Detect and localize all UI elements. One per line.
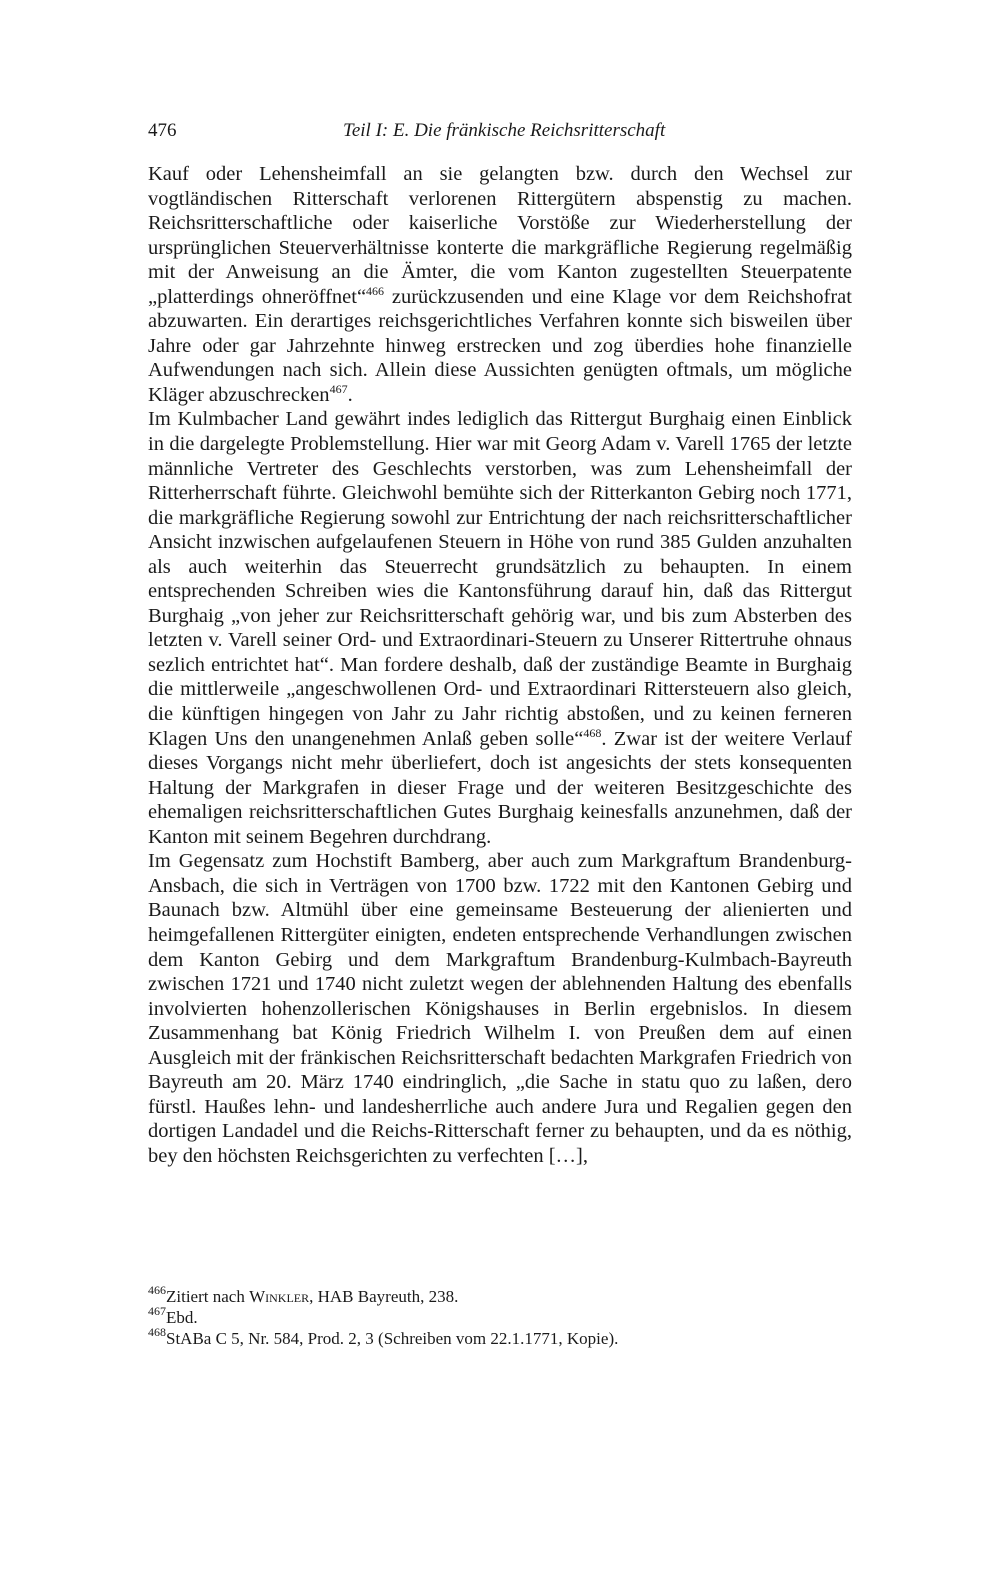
footnote-number: 467: [148, 1304, 166, 1318]
footnote-ref-468[interactable]: 468: [583, 725, 602, 740]
footnote-ref-466[interactable]: 466: [366, 283, 385, 298]
text-run: zurückzusenden und eine Klage vor dem Reichshofrat abzuwarten. Ein derartiges reichsgerichtliches Verfahren konnte sich bisweilen über Jahre oder gar Jahrzehnte hinweg erstrecken und zog überdies hohe finanzielle Aufwendungen nach sich. Allein diese Aussichten genügten oftmals, um mögliche Kläger abzuschrecken: [148, 285, 852, 406]
footnote: [148, 1304, 852, 1328]
paragraph: [148, 849, 852, 1168]
footnote-text: Zitiert nach: [166, 1287, 250, 1306]
running-head: [148, 120, 852, 148]
page-number: 476: [148, 120, 177, 141]
main-text: [148, 162, 852, 1168]
text-run: .: [347, 383, 353, 406]
footnote: [148, 1283, 852, 1307]
text-run: . Zwar ist der weitere Verlauf dieses Vorgangs nicht mehr überliefert, doch ist angesichts der stets konsequenten Haltung der Markgrafen in dieser Frage und der weiteren Besitzgeschichte des ehemaligen reichsritterschaftlichen Gutes Burghaig keinesfalls anzunehmen, daß der Kanton mit seinem Begehren durchdrang.: [148, 727, 853, 848]
footnote-ref-467[interactable]: 467: [329, 381, 348, 396]
footnote-text: Ebd.: [166, 1308, 198, 1327]
footnote-text: , HAB Bayreuth, 238.: [309, 1287, 459, 1306]
footnote: [148, 1325, 852, 1349]
paragraph: [148, 407, 852, 849]
text-run: Im Gegensatz zum Hochstift Bamberg, aber auch zum Markgraftum Brandenburg-Ansbach, die sich in Verträgen von 1700 bzw. 1722 mit den Kantonen Gebirg und Baunach bzw. Altmühl über eine gemeinsame Besteuerung der alienierten und heimgefallenen Rittergüter einigten, endeten entsprechende Verhandlungen zwischen dem Kanton Gebirg und dem Markgraftum Brandenburg-Kulmbach-Bayreuth zwischen 1721 und 1740 nicht zuletzt wegen der ablehnenden Haltung des ebenfalls involvierten hohenzollerischen Königshauses in Berlin ergebnislos. In diesem Zusammenhang bat König Friedrich Wilhelm I. von Preußen dem auf einen Ausgleich mit der fränkischen Reichsritterschaft bedachten Markgrafen Friedrich von Bayreuth am 20. März 1740 eindringlich, „die Sache in statu quo zu laßen, dero fürstl. Haußes lehn- und landesherrliche auch andere Jura und Regalien gegen den dortigen Landadel und die Reichs-Ritterschaft ferner zu behaupten, und da es nöthig, bey den höchsten Reichsgerichten zu verfechten […],: [148, 850, 852, 1167]
footnote-number: 468: [148, 1325, 166, 1339]
running-title: Teil I: E. Die fränkische Reichsritterschaft: [343, 120, 666, 141]
footnote-number: 466: [148, 1283, 166, 1297]
footnotes: [148, 1283, 852, 1349]
paragraph: [148, 162, 852, 407]
author-name: Winkler: [249, 1287, 310, 1306]
text-run: Kauf oder Lehensheimfall an sie gelangten bzw. durch den Wechsel zur vogtländischen Ritterschaft verlorenen Rittergütern abspenstig zu machen. Reichsritterschaftliche oder kaiserliche Vorstöße zur Wiederherstellung der ursprünglichen Steuerverhältnisse konterte die markgräfliche Regierung regelmäßig mit der Anweisung an die Ämter, die vom Kanton zugestellten Steuerpatente „platterdings ohneröffnet“: [148, 163, 852, 308]
footnote-text: StABa C 5, Nr. 584, Prod. 2, 3 (Schreiben vom 22.1.1771, Kopie).: [166, 1329, 619, 1348]
text-run: Im Kulmbacher Land gewährt indes lediglich das Rittergut Burghaig einen Einblick in die dargelegte Problemstellung. Hier war mit Georg Adam v. Varell 1765 der letzte männliche Vertreter des Geschlechts verstorben, was zum Lehensheimfall der Ritterherrschaft führte. Gleichwohl bemühte sich der Ritterkanton Gebirg noch 1771, die markgräfliche Regierung sowohl zur Entrichtung der nach reichsritterschaftlicher Ansicht inzwischen aufgelaufenen Steuern in Höhe von rund 385 Gulden anzuhalten als auch weiterhin das Steuerrecht grundsätzlich zu behaupten. In einem entsprechenden Schreiben wies die Kantonsführung darauf hin, daß das Rittergut Burghaig „von jeher zur Reichsritterschaft gehörig war, und bis zum Absterben des letzten v. Varell seiner Ord- und Extraordinari-Steuern zu Unserer Rittertruhe ohnaus sezlich entrichtet hat“. Man fordere deshalb, daß der zuständige Beamte in Burghaig die mittlerweile „angeschwollenen Ord- und Extraordinari Rittersteuern also gleich, die künftigen hingegen von Jahr zu Jahr richtig abstoßen, und zu keinen ferneren Klagen Uns den unangenehmen Anlaß geben solle“: [148, 408, 852, 750]
